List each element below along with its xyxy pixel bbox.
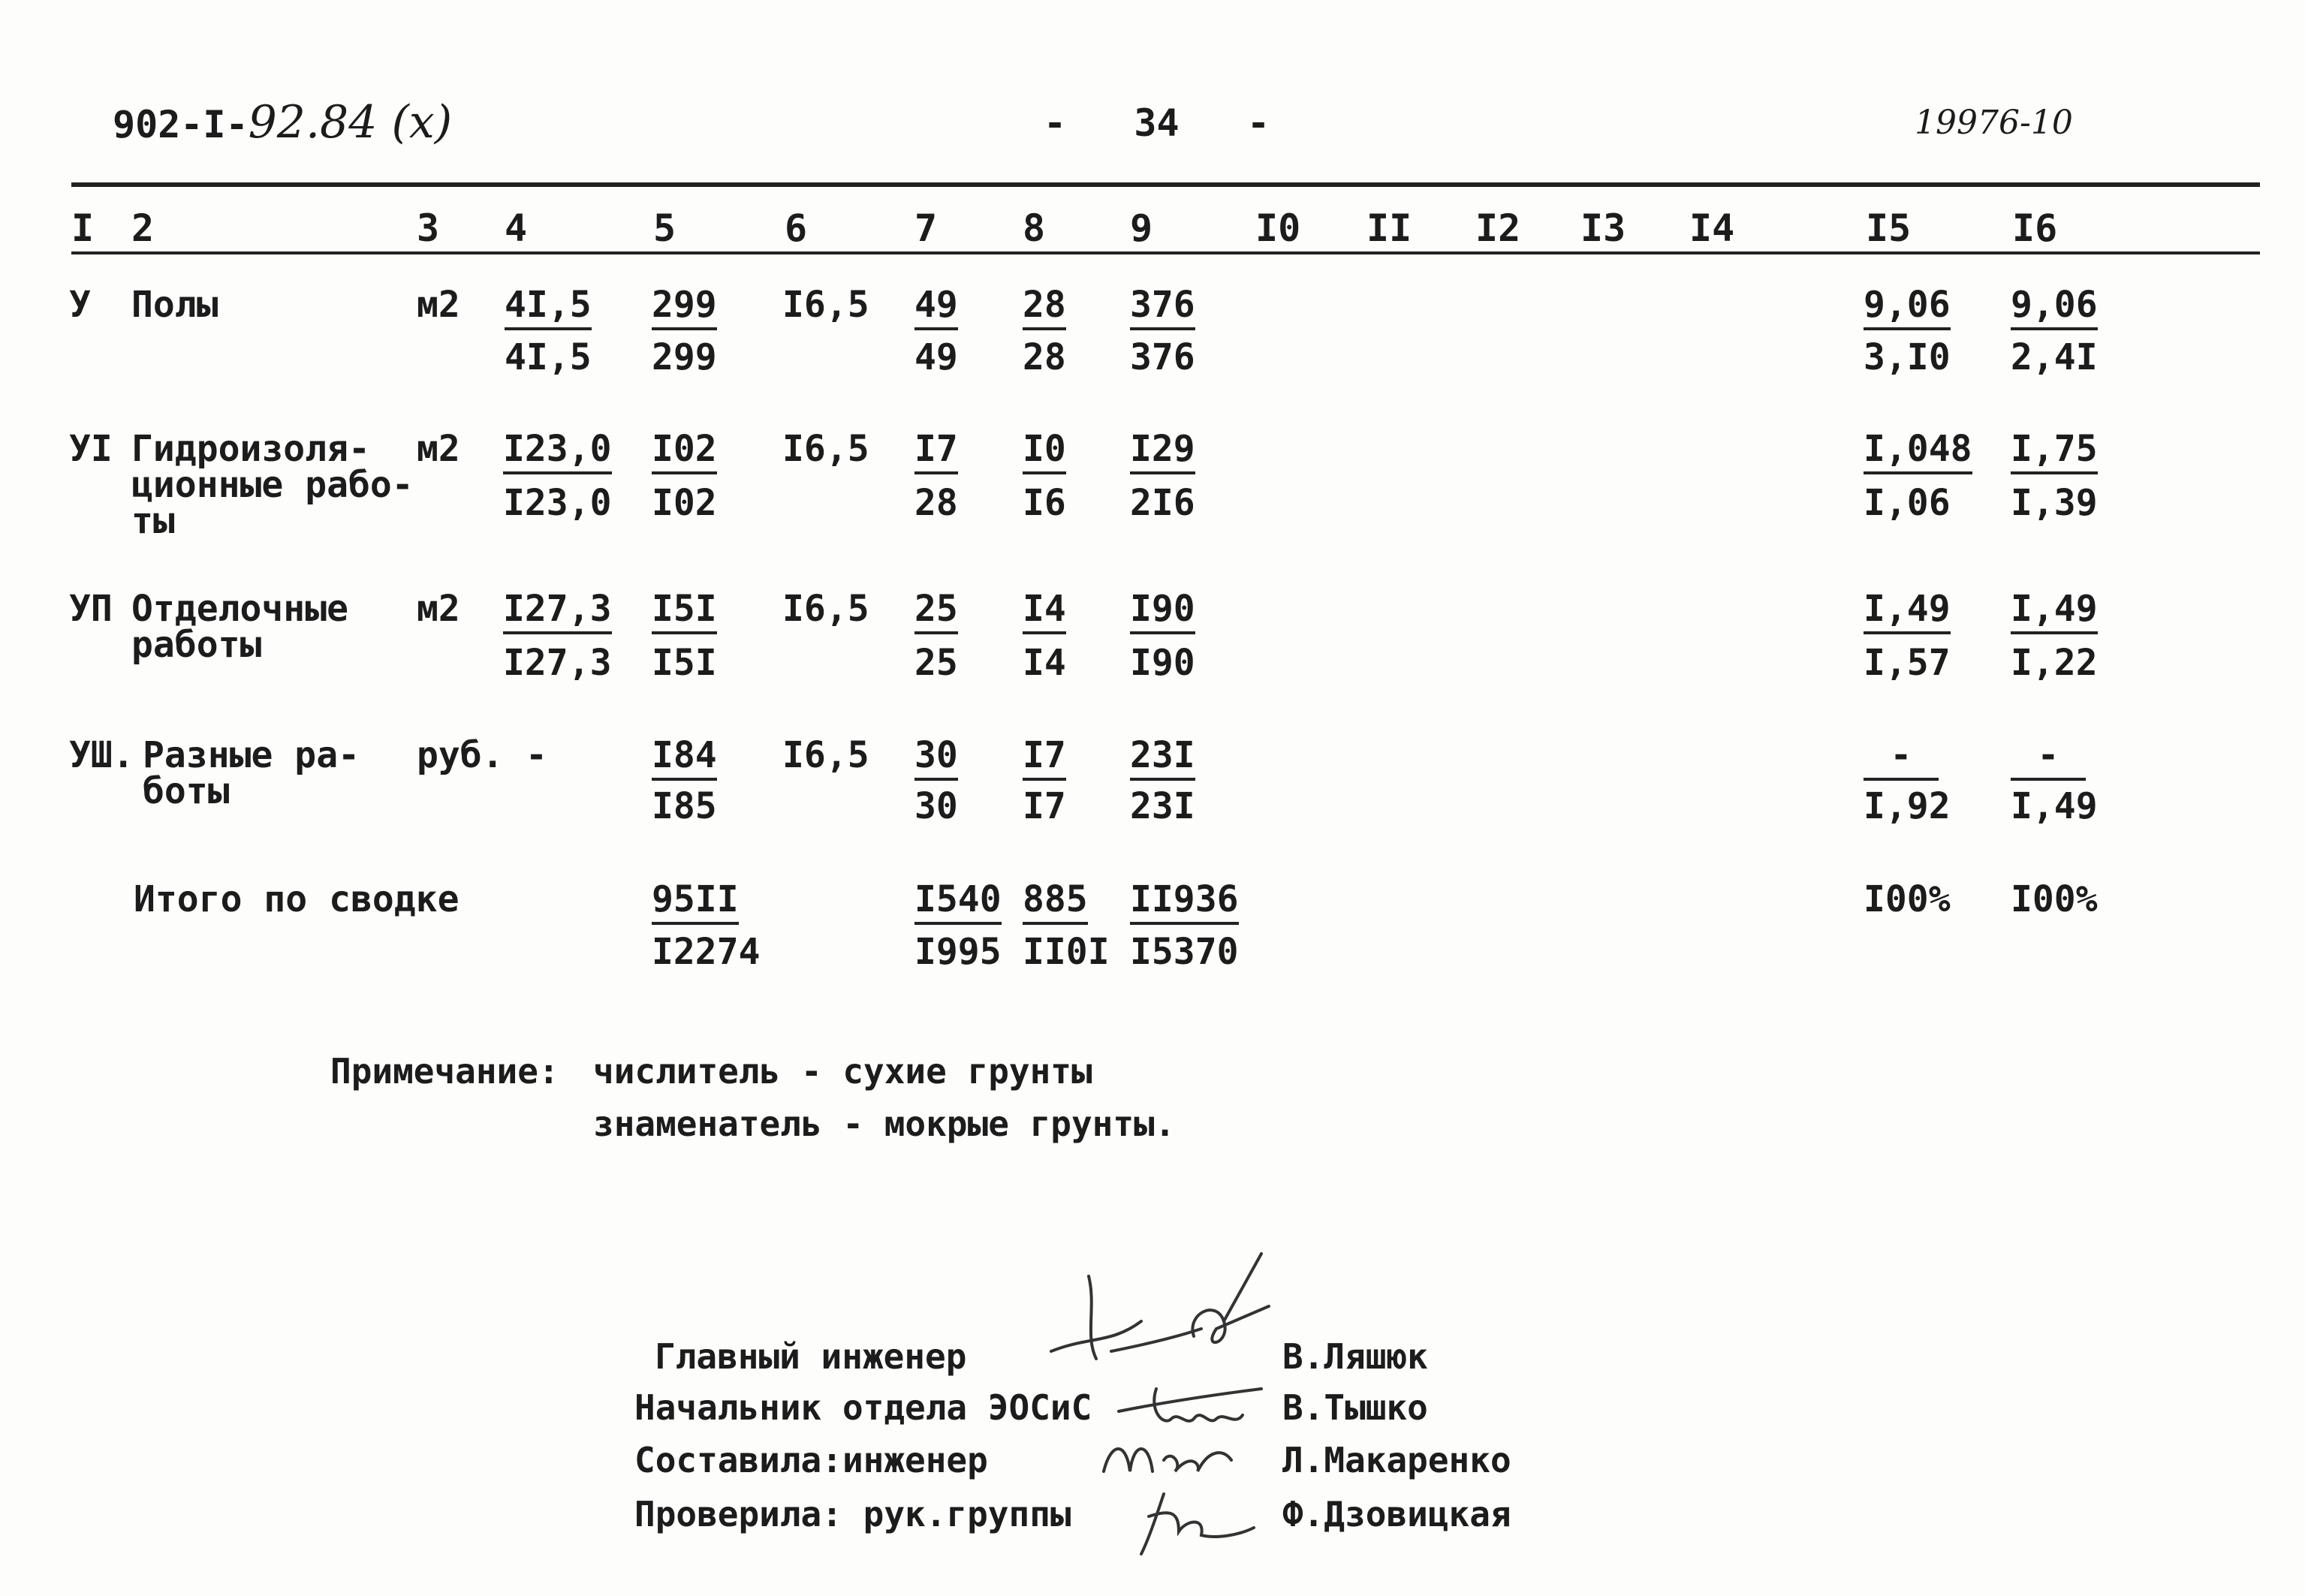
cell-c7-wet: 28 [914, 482, 958, 524]
row-name-line: боты [143, 770, 230, 812]
cell-c9-wet: I90 [1130, 642, 1195, 684]
cell-c9-dry: 376 [1130, 284, 1195, 330]
cell-c15-wet: I,92 [1864, 785, 1951, 827]
col-1: I [71, 206, 95, 250]
cell-c8-dry: I0 [1023, 428, 1066, 474]
cell-c5-dry: 299 [652, 284, 717, 330]
cell-c8-wet: I6 [1023, 482, 1066, 524]
signature-name: Л.Макаренко [1282, 1440, 1511, 1480]
cell-c16-dry: - [2011, 734, 2086, 781]
cell-c6: I6,5 [782, 284, 869, 326]
col-4: 4 [505, 206, 528, 250]
cell-c8-dry: 28 [1023, 284, 1066, 330]
doc-code-typed: 902-I- [113, 103, 249, 146]
col-6: 6 [785, 206, 808, 250]
row-name-line: Полы [131, 284, 218, 326]
row-name-line: ционные рабо- [131, 464, 414, 506]
cell-c4-dry: I23,0 [503, 428, 612, 474]
total-c5-wet: I2274 [652, 931, 761, 973]
signature-name: Ф.Дзовицкая [1282, 1494, 1511, 1534]
cell-c6: I6,5 [782, 588, 869, 630]
page-number: - 34 - [1044, 101, 1270, 145]
col-8: 8 [1023, 206, 1046, 250]
cell-c4-dry: I27,3 [503, 588, 612, 634]
cell-c8-wet: 28 [1023, 336, 1066, 378]
cell-c15-wet: I,06 [1864, 482, 1951, 524]
signature-role: Главный инженер [655, 1336, 967, 1377]
cell-c7-dry: 49 [914, 284, 958, 330]
col-10: I0 [1255, 206, 1301, 250]
cell-c5-dry: I84 [652, 734, 717, 781]
cell-c4-dry: 4I,5 [505, 284, 592, 330]
signature-role: Составила:инженер [634, 1440, 988, 1480]
column-header-rule [71, 251, 2260, 254]
page-number-value: 34 [1134, 101, 1180, 145]
row-name-line: Разные ра- [143, 734, 360, 776]
cell-c8-wet: I7 [1023, 785, 1066, 827]
row-name-line: Отделочные [131, 588, 348, 630]
total-c8-wet: II0I [1023, 931, 1110, 973]
inventory-number: 19976-10 [1915, 104, 2073, 142]
row-roman: УШ. [69, 734, 134, 776]
cell-c4-dry: - [526, 734, 547, 776]
cell-c16-wet: 2,4I [2011, 336, 2098, 378]
cell-c9-wet: 2I6 [1130, 482, 1195, 524]
cell-c7-wet: 49 [914, 336, 958, 378]
cell-c5-wet: I85 [652, 785, 717, 827]
cell-c9-wet: 376 [1130, 336, 1195, 378]
col-3: 3 [417, 206, 440, 250]
signature-name: В.Ляшюк [1282, 1336, 1428, 1377]
total-c5-dry: 95II [652, 878, 739, 925]
total-label: Итого по сводке [134, 878, 459, 920]
cell-c5-dry: I02 [652, 428, 717, 474]
total-c7-wet: I995 [914, 931, 1002, 973]
total-c9-wet: I5370 [1130, 931, 1239, 973]
total-c16: I00% [2011, 878, 2098, 920]
note-line-1: числитель - сухие грунты [593, 1051, 1092, 1092]
total-c8-dry: 885 [1023, 878, 1088, 925]
cell-c6: I6,5 [782, 428, 869, 470]
col-13: I3 [1580, 206, 1626, 250]
cell-c4-wet: 4I,5 [505, 336, 592, 378]
cell-c9-wet: 23I [1130, 785, 1195, 827]
row-unit: руб. [417, 734, 504, 776]
doc-code-handwritten: 92.84 (x) [248, 96, 453, 149]
row-name-line: Гидроизоля- [131, 428, 370, 470]
total-c9-dry: II936 [1130, 878, 1239, 925]
cell-c8-wet: I4 [1023, 642, 1066, 684]
total-c15: I00% [1864, 878, 1951, 920]
cell-c8-dry: I4 [1023, 588, 1066, 634]
cell-c15-dry: I,49 [1864, 588, 1951, 634]
cell-c7-dry: I7 [914, 428, 958, 474]
row-roman: УI [69, 428, 113, 470]
row-name-line: ты [131, 500, 175, 542]
signature-name: В.Тышко [1282, 1387, 1428, 1428]
row-unit: м2 [417, 428, 460, 470]
cell-c16-dry: I,49 [2011, 588, 2098, 634]
cell-c7-wet: 30 [914, 785, 958, 827]
row-roman: УП [69, 588, 113, 630]
col-15: I5 [1866, 206, 1912, 250]
cell-c16-wet: I,22 [2011, 642, 2098, 684]
doc-code [113, 96, 452, 149]
note-line-2: знаменатель - мокрые грунты. [593, 1104, 1176, 1144]
cell-c16-dry: 9,06 [2011, 284, 2098, 330]
cell-c16-dry: I,75 [2011, 428, 2098, 474]
row-roman: У [69, 284, 91, 326]
cell-c5-wet: I5I [652, 642, 717, 684]
cell-c15-dry: - [1864, 734, 1939, 781]
cell-c5-wet: I02 [652, 482, 717, 524]
cell-c7-dry: 25 [914, 588, 958, 634]
note-label: Примечание: [330, 1051, 559, 1092]
handwritten-signature-group-lead [1134, 1479, 1261, 1561]
cell-c8-dry: I7 [1023, 734, 1066, 781]
cell-c16-wet: I,49 [2011, 785, 2098, 827]
col-2: 2 [131, 206, 155, 250]
cell-c5-wet: 299 [652, 336, 717, 378]
cell-c9-dry: I90 [1130, 588, 1195, 634]
col-16: I6 [2012, 206, 2058, 250]
row-unit: м2 [417, 588, 460, 630]
col-12: I2 [1475, 206, 1521, 250]
cell-c16-wet: I,39 [2011, 482, 2098, 524]
cell-c15-wet: 3,I0 [1864, 336, 1951, 378]
signature-role: Проверила: рук.группы [634, 1494, 1071, 1534]
cell-c15-wet: I,57 [1864, 642, 1951, 684]
col-5: 5 [653, 206, 676, 250]
col-7: 7 [914, 206, 938, 250]
cell-c15-dry: I,048 [1864, 428, 1972, 474]
row-name-line: работы [131, 624, 262, 666]
header-rule [71, 182, 2260, 187]
cell-c9-dry: I29 [1130, 428, 1195, 474]
col-14: I4 [1689, 206, 1735, 250]
total-c7-dry: I540 [914, 878, 1002, 925]
signature-role: Начальник отдела ЭОСиС [634, 1387, 1092, 1428]
cell-c4-wet: I27,3 [503, 642, 612, 684]
cell-c6: I6,5 [782, 734, 869, 776]
col-11: II [1366, 206, 1412, 250]
cell-c9-dry: 23I [1130, 734, 1195, 781]
cell-c4-wet: I23,0 [503, 482, 612, 524]
cell-c7-wet: 25 [914, 642, 958, 684]
cell-c7-dry: 30 [914, 734, 958, 781]
cell-c15-dry: 9,06 [1864, 284, 1951, 330]
row-unit: м2 [417, 284, 460, 326]
col-9: 9 [1130, 206, 1153, 250]
handwritten-signature-chief-engineer [1044, 1246, 1284, 1374]
cell-c5-dry: I5I [652, 588, 717, 634]
handwritten-signature-engineer [1096, 1419, 1246, 1486]
